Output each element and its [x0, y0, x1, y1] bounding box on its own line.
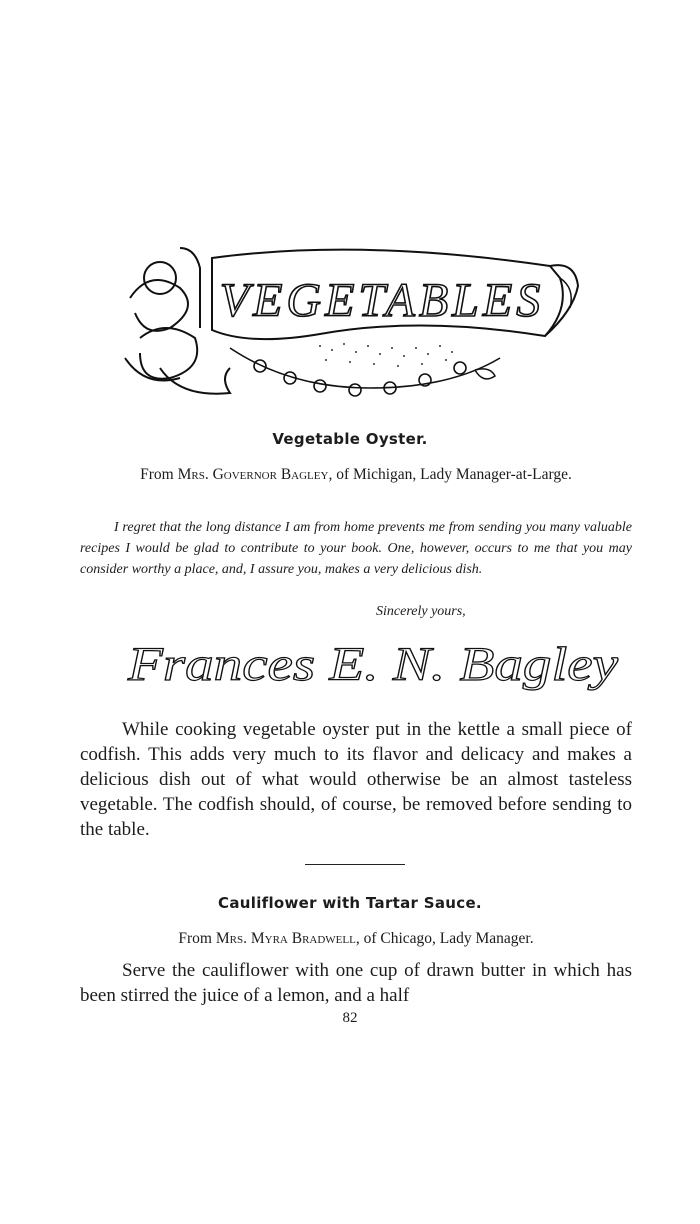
contributor-letter: I regret that the long distance I am from home prevents me from sending you many valuable recipes I would be glad to contribute to your book. One, however, occurs to me that you may consider worthy a place, and, I assure you, makes a very delicious dish.: [80, 520, 632, 577]
page-number: 82: [342, 1010, 358, 1026]
contributor-name: Mrs. Governor Bagley: [177, 466, 329, 483]
cherub-ornament: [125, 248, 200, 381]
handwritten-signature: [118, 628, 628, 698]
attribution-prefix: From: [178, 930, 212, 947]
attribution-suffix: , of Chicago, Lady Manager.: [355, 930, 534, 947]
attribution-prefix: From: [140, 466, 174, 483]
section-divider: [305, 864, 405, 865]
vegetable-garland: [230, 348, 500, 396]
recipe-attribution: [80, 464, 632, 485]
letter-closing: Sincerely yours,: [376, 604, 466, 619]
recipe-title: Cauliflower with Tartar Sauce.: [218, 894, 482, 912]
banner-text: VEGETABLES: [219, 274, 545, 327]
recipe-title: Vegetable Oyster.: [272, 430, 428, 448]
recipe-attribution: [60, 928, 652, 949]
recipe-instructions: Serve the cauliflower with one cup of drawn butter in which has been stirred the juice of a lemon, and a half: [80, 960, 632, 1006]
attribution-suffix: , of Michigan, Lady Manager-at-Large.: [328, 466, 572, 483]
contributor-name: Mrs. Myra Bradwell: [215, 930, 356, 947]
recipe-instructions: While cooking vegetable oyster put in the kettle a small piece of codfish. This adds very much to its flavor and delicacy and makes a delicious dish out of what would otherwise be an almost tasteless vegetable. The codfish should, of course, be removed before sending to the table.: [80, 719, 632, 840]
svg-text:Frances E. N. Bagley: Frances E. N. Bagley: [126, 638, 619, 691]
vegetables-banner-illustration: [120, 238, 582, 408]
